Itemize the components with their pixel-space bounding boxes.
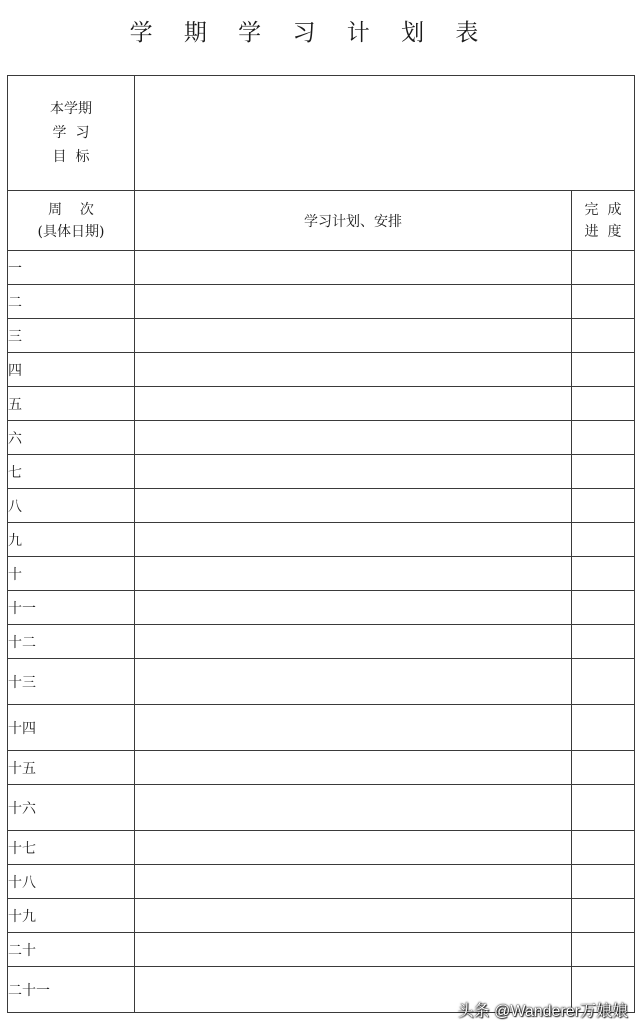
week-progress-cell[interactable] bbox=[572, 421, 635, 455]
week-label: 六 bbox=[8, 430, 22, 447]
week-progress-cell[interactable] bbox=[572, 285, 635, 319]
week-label-cell bbox=[8, 785, 135, 831]
week-label: 十四 bbox=[8, 720, 36, 737]
goal-input-cell[interactable] bbox=[135, 76, 635, 191]
week-row bbox=[8, 705, 635, 751]
week-plan-cell[interactable] bbox=[135, 557, 572, 591]
week-plan-cell[interactable] bbox=[135, 659, 572, 705]
week-progress-cell[interactable] bbox=[572, 625, 635, 659]
week-label-cell bbox=[8, 865, 135, 899]
week-plan-cell[interactable] bbox=[135, 591, 572, 625]
week-row bbox=[8, 421, 635, 455]
week-label: 二 bbox=[8, 294, 22, 311]
progress-header-line1: 完 成 bbox=[584, 201, 622, 218]
week-progress-cell[interactable] bbox=[572, 353, 635, 387]
week-plan-cell[interactable] bbox=[135, 387, 572, 421]
week-row bbox=[8, 899, 635, 933]
header-row bbox=[8, 191, 635, 251]
week-label-cell bbox=[8, 625, 135, 659]
week-plan-cell[interactable] bbox=[135, 455, 572, 489]
week-label: 二十一 bbox=[8, 982, 50, 999]
week-rows bbox=[8, 251, 635, 1013]
week-row bbox=[8, 933, 635, 967]
week-plan-cell[interactable] bbox=[135, 865, 572, 899]
week-header-cell bbox=[8, 191, 135, 251]
week-plan-cell[interactable] bbox=[135, 751, 572, 785]
week-plan-cell[interactable] bbox=[135, 489, 572, 523]
week-label-cell bbox=[8, 455, 135, 489]
week-progress-cell[interactable] bbox=[572, 591, 635, 625]
week-row bbox=[8, 659, 635, 705]
watermark: 头条 @Wanderer万娘娘 bbox=[457, 1003, 628, 1020]
week-row bbox=[8, 319, 635, 353]
week-plan-cell[interactable] bbox=[135, 899, 572, 933]
goal-row bbox=[8, 76, 635, 191]
week-label: 九 bbox=[8, 532, 22, 549]
week-progress-cell[interactable] bbox=[572, 933, 635, 967]
progress-header-cell bbox=[572, 191, 635, 251]
week-progress-cell[interactable] bbox=[572, 785, 635, 831]
week-label: 一 bbox=[8, 260, 22, 277]
week-plan-cell[interactable] bbox=[135, 319, 572, 353]
week-row bbox=[8, 557, 635, 591]
week-label-cell bbox=[8, 353, 135, 387]
week-plan-cell[interactable] bbox=[135, 251, 572, 285]
week-progress-cell[interactable] bbox=[572, 387, 635, 421]
week-label-cell bbox=[8, 591, 135, 625]
week-row bbox=[8, 251, 635, 285]
week-progress-cell[interactable] bbox=[572, 751, 635, 785]
week-row bbox=[8, 865, 635, 899]
week-plan-cell[interactable] bbox=[135, 831, 572, 865]
week-label-cell bbox=[8, 899, 135, 933]
week-label: 三 bbox=[8, 328, 22, 345]
week-plan-cell[interactable] bbox=[135, 933, 572, 967]
week-label-cell bbox=[8, 523, 135, 557]
week-row bbox=[8, 387, 635, 421]
plan-table bbox=[7, 75, 635, 1013]
page-title: 学 期 学 习 计 划 表 bbox=[129, 20, 491, 46]
week-label-cell bbox=[8, 319, 135, 353]
week-row bbox=[8, 751, 635, 785]
week-row bbox=[8, 591, 635, 625]
week-label: 十八 bbox=[8, 874, 36, 891]
week-progress-cell[interactable] bbox=[572, 865, 635, 899]
week-row bbox=[8, 489, 635, 523]
goal-label-line3: 目 标 bbox=[52, 149, 90, 165]
week-progress-cell[interactable] bbox=[572, 455, 635, 489]
week-plan-cell[interactable] bbox=[135, 705, 572, 751]
week-progress-cell[interactable] bbox=[572, 557, 635, 591]
week-progress-cell[interactable] bbox=[572, 319, 635, 353]
week-progress-cell[interactable] bbox=[572, 659, 635, 705]
progress-header-line2: 进 度 bbox=[584, 223, 622, 240]
week-label-cell bbox=[8, 251, 135, 285]
week-label: 十二 bbox=[8, 634, 36, 651]
week-progress-cell[interactable] bbox=[572, 251, 635, 285]
week-plan-cell[interactable] bbox=[135, 523, 572, 557]
week-label: 二十 bbox=[8, 942, 36, 959]
week-progress-cell[interactable] bbox=[572, 899, 635, 933]
week-label-cell bbox=[8, 285, 135, 319]
plan-header-label: 学习计划、安排 bbox=[304, 213, 402, 230]
week-row bbox=[8, 455, 635, 489]
week-label-cell bbox=[8, 751, 135, 785]
goal-label-line2: 学 习 bbox=[52, 125, 90, 141]
week-label-cell bbox=[8, 831, 135, 865]
week-label: 四 bbox=[8, 362, 22, 379]
week-progress-cell[interactable] bbox=[572, 523, 635, 557]
week-label: 十六 bbox=[8, 800, 36, 817]
week-plan-cell[interactable] bbox=[135, 353, 572, 387]
week-row bbox=[8, 625, 635, 659]
week-header-line1: 周 次 bbox=[48, 201, 94, 218]
week-label: 十五 bbox=[8, 760, 36, 777]
goal-label-line1: 本学期 bbox=[50, 101, 92, 117]
week-label-cell bbox=[8, 967, 135, 1013]
week-label: 十 bbox=[8, 566, 22, 583]
week-label-cell bbox=[8, 933, 135, 967]
week-header-line2: (具体日期) bbox=[37, 223, 105, 240]
week-row bbox=[8, 353, 635, 387]
week-label-cell bbox=[8, 421, 135, 455]
week-row bbox=[8, 785, 635, 831]
week-label-cell bbox=[8, 489, 135, 523]
week-plan-cell[interactable] bbox=[135, 785, 572, 831]
goal-label-cell bbox=[8, 76, 135, 191]
week-label: 十一 bbox=[8, 600, 36, 617]
week-progress-cell[interactable] bbox=[572, 705, 635, 751]
week-label: 七 bbox=[8, 464, 22, 481]
week-row bbox=[8, 285, 635, 319]
week-label-cell bbox=[8, 705, 135, 751]
week-plan-cell[interactable] bbox=[135, 421, 572, 455]
week-label: 八 bbox=[8, 498, 22, 515]
week-label: 十七 bbox=[8, 840, 36, 857]
plan-header-cell bbox=[135, 191, 572, 251]
week-label-cell bbox=[8, 387, 135, 421]
week-label-cell bbox=[8, 557, 135, 591]
week-plan-cell[interactable] bbox=[135, 625, 572, 659]
week-label: 十九 bbox=[8, 908, 36, 925]
week-plan-cell[interactable] bbox=[135, 285, 572, 319]
week-label: 十三 bbox=[8, 674, 36, 691]
week-row bbox=[8, 523, 635, 557]
week-label: 五 bbox=[8, 396, 22, 413]
week-progress-cell[interactable] bbox=[572, 489, 635, 523]
week-label-cell bbox=[8, 659, 135, 705]
week-row bbox=[8, 831, 635, 865]
week-progress-cell[interactable] bbox=[572, 831, 635, 865]
